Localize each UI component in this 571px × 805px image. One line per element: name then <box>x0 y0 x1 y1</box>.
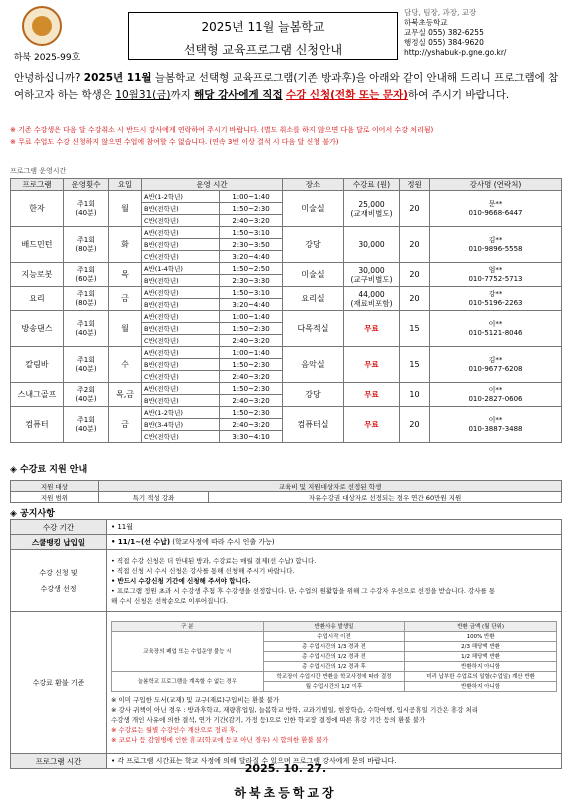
title-line2: 선택형 교육프로그램 신청안내 <box>183 43 343 57</box>
time-value: • 각 프로그램 시간표는 학교 사정에 의해 달라질 수 있으며 프로그램 강사에게 문의 바랍니다. <box>107 754 562 769</box>
refund-cell <box>107 612 562 754</box>
program-row <box>11 347 562 359</box>
slot-time: 1:50~2:30 <box>220 323 283 335</box>
program-count <box>64 407 109 443</box>
notice-line: ※ 무료 수업도 수강 신청하지 않으면 수업에 참여할 수 없습니다. (연속 3번 이상 결석 시 다음 달 신청 불가) <box>10 138 339 146</box>
document-number: 하북 2025-99호 <box>13 53 81 63</box>
program-fee <box>344 263 400 287</box>
program-place: 미술실 <box>283 263 344 287</box>
document-date: 2025. 10. 27. <box>244 762 327 775</box>
apply-rule-line: • 반드시 수강신청 기간에 신청해 주셔야 합니다. <box>111 576 251 585</box>
teacher-name: 김** <box>488 235 503 244</box>
program-row <box>11 383 562 395</box>
program-place: 음악실 <box>283 347 344 383</box>
intro-text: 안녕하십니까? <box>14 72 84 84</box>
refund-row <box>112 671 557 681</box>
teacher-name: 강** <box>488 289 503 298</box>
program-count <box>64 383 109 407</box>
slot-class: A반(전학년) <box>142 383 220 395</box>
payment-label: 스쿨뱅킹 납입일 <box>11 535 107 550</box>
program-name: 요리 <box>11 287 64 311</box>
program-name: 방송댄스 <box>11 311 64 347</box>
col-program: 프로그램 <box>11 179 64 191</box>
program-day: 월 <box>109 311 142 347</box>
count-duration: (40분) <box>75 208 97 217</box>
program-day: 금 <box>109 407 142 443</box>
program-teacher <box>430 407 562 443</box>
slot-class: A반(1-2학년) <box>142 407 220 419</box>
program-place: 컴퓨터실 <box>283 407 344 443</box>
teacher-phone: 010-9896-5558 <box>468 244 523 253</box>
slot-time: 2:40~3:20 <box>220 371 283 383</box>
count-duration: (40분) <box>75 424 97 433</box>
refund-notes <box>111 695 557 745</box>
program-capacity: 20 <box>400 191 430 227</box>
slot-class: C반(전학년) <box>142 431 220 443</box>
fee-value: 무료 <box>364 390 379 399</box>
count-duration: (60분) <box>75 274 97 283</box>
slot-class: B반(전학년) <box>142 275 220 287</box>
program-table <box>10 178 562 443</box>
teacher-phone: 010-7752-5713 <box>468 274 523 283</box>
approval-line: 담당, 팀장, 과장, 교장 <box>404 8 477 17</box>
slot-class: A반(전학년) <box>142 287 220 299</box>
refund-amount: 미리 납부한 수업료의 일할(수업일) 계산 반환 <box>405 671 557 681</box>
refund-type: 교육장의 폐업 또는 수업운영 불능 시 <box>112 631 264 671</box>
program-capacity: 15 <box>400 311 430 347</box>
slot-time: 3:20~4:40 <box>220 251 283 263</box>
program-row <box>11 227 562 239</box>
col-capacity: 정원 <box>400 179 430 191</box>
col-fee: 수강료 (원) <box>344 179 400 191</box>
refund-col-type: 구 분 <box>112 621 264 631</box>
support-range-detail: 자유수강권 대상자로 선정되는 경우 연간 60만원 지원 <box>209 492 562 503</box>
program-row <box>11 287 562 299</box>
intro-month: 2025년 11월 <box>83 72 152 84</box>
program-day: 목,금 <box>109 383 142 407</box>
program-capacity: 20 <box>400 227 430 263</box>
phone-office: 교무실 055) 382-6255 <box>404 28 484 37</box>
col-count: 운영횟수 <box>64 179 109 191</box>
count-duration: (40분) <box>75 394 97 403</box>
slot-class: A반(전학년) <box>142 227 220 239</box>
slot-time: 1:00~1:40 <box>220 347 283 359</box>
program-count <box>64 227 109 263</box>
count-value: 주1회 <box>77 415 95 424</box>
program-day: 수 <box>109 347 142 383</box>
program-row <box>11 407 562 419</box>
payment-date: • 11/1~(선 수납) <box>111 538 171 546</box>
slot-time: 2:40~3:20 <box>220 335 283 347</box>
phone-admin: 행정실 055) 384-9620 <box>404 38 484 47</box>
count-value: 주1회 <box>77 199 95 208</box>
count-value: 주1회 <box>77 289 95 298</box>
program-fee <box>344 407 400 443</box>
program-fee <box>344 311 400 347</box>
teacher-name: 엄** <box>488 265 503 274</box>
program-teacher <box>430 191 562 227</box>
school-name: 하북초등학교 <box>404 18 448 27</box>
refund-note-line: 수강생 개인 사유에 의한 결석, 연가 기간(감기, 가정 등)으로 인한 학교장 결정에 따른 휴강 기간 등의 환불 불가 <box>111 715 426 724</box>
refund-date: 월 수업시간의 1/2 이후 <box>263 681 405 691</box>
refund-date: 학교장이 수업시간 반환을 학교사정에 따라 결정 <box>263 671 405 681</box>
program-capacity: 20 <box>400 287 430 311</box>
program-table-header <box>11 179 562 191</box>
program-table-label: 프로그램 운영시간 <box>10 167 67 175</box>
period-label: 수강 기간 <box>11 520 107 535</box>
fee-value: 25,000 <box>358 199 385 209</box>
program-teacher <box>430 347 562 383</box>
program-capacity: 20 <box>400 407 430 443</box>
program-day: 월 <box>109 191 142 227</box>
program-capacity: 10 <box>400 383 430 407</box>
col-day: 요일 <box>109 179 142 191</box>
time-label: 프로그램 시간 <box>11 754 107 769</box>
slot-class: B반(전학년) <box>142 395 220 407</box>
slot-time: 2:30~3:50 <box>220 239 283 251</box>
notice-table <box>10 519 562 769</box>
count-value: 주1회 <box>77 265 95 274</box>
program-count <box>64 263 109 287</box>
program-name: 배드민턴 <box>11 227 64 263</box>
teacher-phone: 010-9677-6208 <box>468 364 523 373</box>
teacher-name: 이** <box>488 415 503 424</box>
count-value: 주1회 <box>77 355 95 364</box>
support-target-label: 지원 대상 <box>11 481 99 492</box>
principal-signature: 하북초등학교장 <box>234 786 337 800</box>
notice-heading: ◈ 공지사항 <box>10 509 55 519</box>
slot-time: 3:30~4:10 <box>220 431 283 443</box>
payment-note: (학교사정에 따라 수시 인출 가능) <box>170 538 275 546</box>
apply-rule-line: 해 수시 신청은 선착순으로 이루어집니다. <box>111 596 229 605</box>
slot-class: B반(전학년) <box>142 299 220 311</box>
refund-amount: 2/3 해당액 반환 <box>405 641 557 651</box>
slot-class: A반(전학년) <box>142 347 220 359</box>
program-name: 지능로봇 <box>11 263 64 287</box>
apply-label <box>11 550 107 612</box>
program-place: 다목적실 <box>283 311 344 347</box>
refund-amount: 1/2 해당액 반환 <box>405 651 557 661</box>
slot-class: B반(전학년) <box>142 323 220 335</box>
apply-label-line: 수강생 선정 <box>40 584 77 593</box>
program-place: 강당 <box>283 227 344 263</box>
teacher-phone: 010-2827-0606 <box>468 394 523 403</box>
fee-value: 44,000 <box>358 289 385 299</box>
slot-class: C반(전학년) <box>142 215 220 227</box>
teacher-phone: 010-5121-8046 <box>468 328 523 337</box>
apply-rules <box>107 550 562 612</box>
slot-class: A반(1-4학년) <box>142 263 220 275</box>
program-teacher <box>430 263 562 287</box>
payment-value <box>107 535 562 550</box>
program-teacher <box>430 311 562 347</box>
program-name: 한자 <box>11 191 64 227</box>
slot-time: 1:50~2:30 <box>220 407 283 419</box>
program-day: 화 <box>109 227 142 263</box>
contact-info <box>404 8 560 58</box>
slot-class: B반(전학년) <box>142 239 220 251</box>
apply-label-line: 수강 신청 및 <box>39 568 78 577</box>
slot-time: 1:50~3:10 <box>220 227 283 239</box>
apply-rule-line: • 직접 신청 시 수시 신청은 강사를 통해 신청해 주시기 바랍니다. <box>111 566 295 575</box>
slot-time: 2:40~3:20 <box>220 419 283 431</box>
fee-note: (재료비포함) <box>350 298 393 308</box>
notice-line: ※ 기존 수강생은 다음 달 수강취소 시 반드시 강사에게 연락하여 주시기 바랍니다. (별도 취소를 하지 않으면 다음 달로 이어서 수강 처리됨) <box>10 126 434 134</box>
slot-class: C반(전학년) <box>142 251 220 263</box>
col-time: 운영 시간 <box>142 179 283 191</box>
program-teacher <box>430 383 562 407</box>
slot-time: 1:00~1:40 <box>220 191 283 203</box>
col-teacher: 강사명 (연락처) <box>430 179 562 191</box>
teacher-name: 이** <box>488 385 503 394</box>
intro-text: 까지 <box>170 89 195 101</box>
slot-class: A반(전학년) <box>142 311 220 323</box>
refund-note-line: ※ 수강료는 월별 수강인수 계산으로 정리 후, <box>111 725 238 734</box>
fee-note: (교재비별도) <box>350 208 393 218</box>
refund-col-amount: 반환 금액 (월 단위) <box>405 621 557 631</box>
teacher-phone: 010-5196-2263 <box>468 298 523 307</box>
fee-value: 무료 <box>364 360 379 369</box>
intro-apply-method: 수강 신청(전화 또는 문자) <box>285 89 408 101</box>
count-duration: (80분) <box>75 298 97 307</box>
apply-rule-line: • 프로그램 정원 초과 시 수강생 추첨 후 수강생을 선정합니다. 단, 수업의 원활함을 위해 그 수강자 우선으로 선정을 받습니다. 강사를 통 <box>111 586 496 595</box>
count-value: 주1회 <box>77 319 95 328</box>
teacher-phone: 010-9668-6447 <box>468 208 523 217</box>
document-header <box>12 6 560 64</box>
program-day: 목 <box>109 263 142 287</box>
period-value: • 11월 <box>107 520 562 535</box>
support-range-label: 지원 범위 <box>11 492 99 503</box>
fee-value: 무료 <box>364 420 379 429</box>
fee-value: 무료 <box>364 324 379 333</box>
slot-class: C반(전학년) <box>142 335 220 347</box>
count-duration: (40분) <box>75 328 97 337</box>
refund-row <box>112 631 557 641</box>
teacher-name: 이** <box>488 319 503 328</box>
program-teacher <box>430 227 562 263</box>
count-duration: (40분) <box>75 364 97 373</box>
refund-table <box>111 621 557 692</box>
program-capacity: 20 <box>400 263 430 287</box>
title-box <box>128 12 398 60</box>
intro-text: 하여 주시기 바랍니다. <box>407 89 510 101</box>
slot-class: C반(전학년) <box>142 371 220 383</box>
refund-note-line: ※ 강사 귀책이 아닌 경우 : 방과후학교, 재량휴업일, 늘봄학교 방학, 교과기별일, 현장학습, 수학여행, 입시공휴일 기간은 휴강 처리 <box>111 705 479 714</box>
fee-value: 30,000 <box>358 265 385 275</box>
slot-time: 1:50~2:30 <box>220 359 283 371</box>
slot-class: B반(전학년) <box>142 359 220 371</box>
program-count <box>64 347 109 383</box>
refund-type: 늘봄학교 프로그램을 계속할 수 없는 경우 <box>112 671 264 691</box>
refund-note-line: ※ 코로나 등 감염병에 인한 휴교(학교에 등교 아닌 경우) 시 합의한 환불 불가 <box>111 735 329 744</box>
count-value: 주1회 <box>77 235 95 244</box>
program-day: 금 <box>109 287 142 311</box>
slot-time: 3:20~4:40 <box>220 299 283 311</box>
support-table <box>10 480 562 503</box>
program-name: 칼림바 <box>11 347 64 383</box>
refund-note-line: ※ 이미 구입한 도서(교재) 및 교구(재료)구입비는 환불 불가 <box>111 695 280 704</box>
teacher-name: 문** <box>488 199 503 208</box>
slot-time: 1:50~2:30 <box>220 383 283 395</box>
slot-time: 1:50~3:10 <box>220 287 283 299</box>
program-name: 스내그골프 <box>11 383 64 407</box>
program-fee <box>344 287 400 311</box>
program-place: 미술실 <box>283 191 344 227</box>
slot-time: 1:00~1:40 <box>220 311 283 323</box>
support-heading: ◈ 수강료 지원 안내 <box>10 465 88 475</box>
program-row <box>11 263 562 275</box>
program-teacher <box>430 287 562 311</box>
support-range-course: 특기 적성 강좌 <box>99 492 209 503</box>
support-target-value: 교육비 및 지원대상자로 선정된 학생 <box>99 481 562 492</box>
slot-time: 1:50~2:50 <box>220 263 283 275</box>
program-row <box>11 191 562 203</box>
program-count <box>64 287 109 311</box>
program-capacity: 15 <box>400 347 430 383</box>
teacher-phone: 010-3887-3488 <box>468 424 523 433</box>
count-duration: (80분) <box>75 244 97 253</box>
refund-amount: 반환하지 아니함 <box>405 661 557 671</box>
program-fee <box>344 383 400 407</box>
program-count <box>64 191 109 227</box>
col-place: 장소 <box>283 179 344 191</box>
apply-rule-line: • 직접 수강 신청은 더 안내된 방과, 수강료는 매월 결제(선 수납) 합니다. <box>111 556 317 565</box>
slot-time: 2:40~3:20 <box>220 395 283 407</box>
intro-paragraph <box>14 70 560 104</box>
program-fee <box>344 347 400 383</box>
fee-note: (교구비별도) <box>350 274 393 284</box>
program-fee <box>344 227 400 263</box>
intro-direct: 해당 강사에게 직접 <box>194 89 283 101</box>
refund-date: 총 수업시간의 1/2 경과 후 <box>263 661 405 671</box>
program-name: 컴퓨터 <box>11 407 64 443</box>
refund-col-date: 반환사유 발생일 <box>263 621 405 631</box>
count-value: 주2회 <box>77 385 95 394</box>
slot-class: A반(1-2학년) <box>142 191 220 203</box>
teacher-name: 김** <box>488 355 503 364</box>
refund-date: 총 수업시간의 1/2 경과 전 <box>263 651 405 661</box>
refund-amount: 100% 반환 <box>405 631 557 641</box>
program-place: 강당 <box>283 383 344 407</box>
slot-class: B반(전학년) <box>142 203 220 215</box>
title-line1: 2025년 11월 늘봄학교 <box>201 20 325 34</box>
refund-date: 총 수업시간의 1/3 경과 전 <box>263 641 405 651</box>
program-place: 요리실 <box>283 287 344 311</box>
program-count <box>64 311 109 347</box>
refund-amount: 반환하지 아니함 <box>405 681 557 691</box>
intro-text: 늘봄학교 선택형 교육프로그램(기존 방과후)을 아래와 같이 안내해 드리니 프로그램에 참여하고자 하는 학생은 <box>14 72 559 101</box>
refund-date: 수업시작 이전 <box>263 631 405 641</box>
slot-time: 1:50~2:30 <box>220 203 283 215</box>
program-fee <box>344 191 400 227</box>
refund-label: 수강료 환불 기준 <box>11 612 107 754</box>
school-url[interactable]: http://yshabuk-p.gne.go.kr/ <box>404 48 507 57</box>
fee-value: 30,000 <box>358 240 385 249</box>
slot-time: 2:30~3:30 <box>220 275 283 287</box>
school-seal-icon <box>22 6 62 46</box>
slot-class: B반(3-4학년) <box>142 419 220 431</box>
intro-deadline: 10월31(금) <box>115 89 171 101</box>
program-row <box>11 311 562 323</box>
slot-time: 2:40~3:20 <box>220 215 283 227</box>
